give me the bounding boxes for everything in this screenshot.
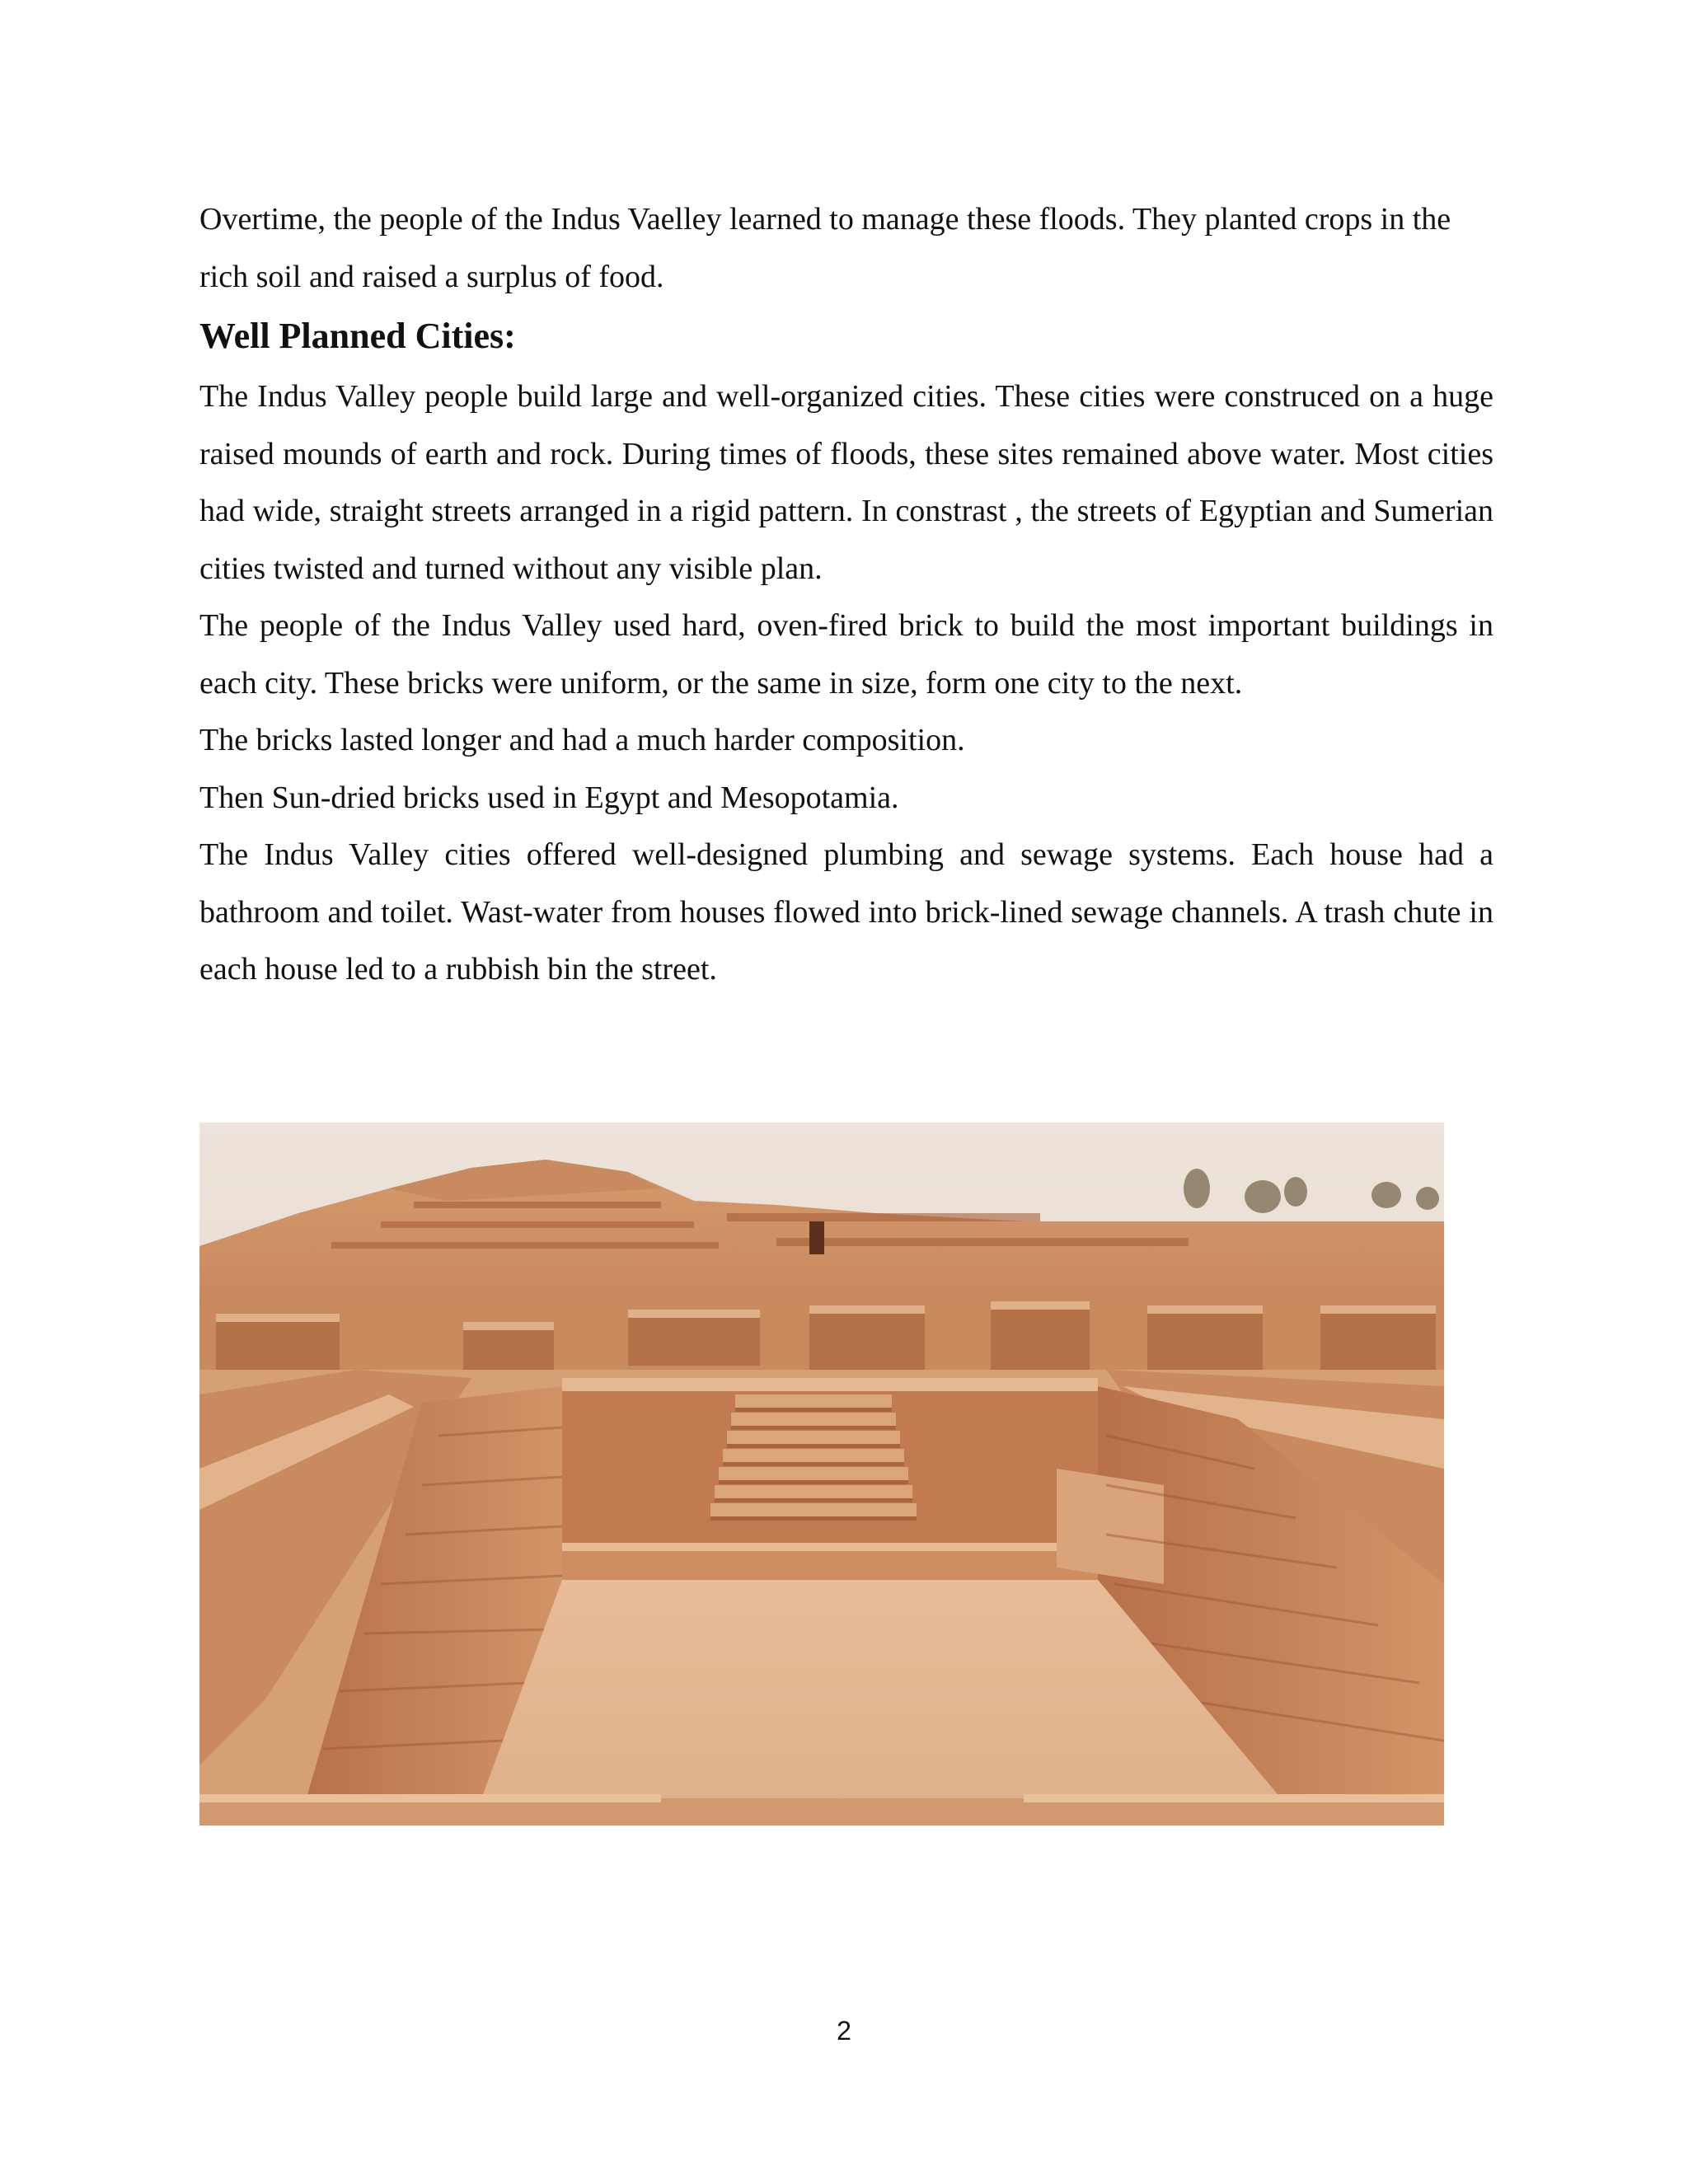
intro-paragraph: Overtime, the people of the Indus Vaelley learned to manage these floods. They planted crops in the rich soil and raised a surplus of food. [199, 202, 1451, 294]
section-heading: Well Planned Cities: [199, 316, 516, 356]
body-paragraph-bricks: The people of the Indus Valley used hard, oven-fired brick to build the most important buildings in each city. These bricks were uniform, or the same in size, form one city to the next. [199, 608, 1493, 701]
ruins-photo [199, 1122, 1444, 1825]
body-paragraph-cities: The Indus Valley people build large and well-organized cities. These cities were construced on a huge raised mounds of earth and rock. During times of floods, these sites remained above water. Most cities had wide, straight streets arranged in a rigid pattern. In constrast , the streets of Egyptian and Sumerian cities twisted and turned without any visible plan. [199, 379, 1493, 586]
page-content [199, 191, 1493, 999]
body-paragraph-bricks-durability: The bricks lasted longer and had a much harder composition. [199, 723, 965, 757]
body-paragraph-sun-dried: Then Sun-dried bricks used in Egypt and Mesopotamia. [199, 780, 899, 815]
page-number: 2 [837, 2016, 851, 2046]
body-paragraph-plumbing: The Indus Valley cities offered well-designed plumbing and sewage systems. Each house had a bathroom and toilet. Wast-water from houses flowed into brick-lined sewage channels. A trash chute in each house led to a rubbish bin the street. [199, 837, 1493, 987]
photo-ruins-illustration-icon [199, 1122, 1444, 1825]
